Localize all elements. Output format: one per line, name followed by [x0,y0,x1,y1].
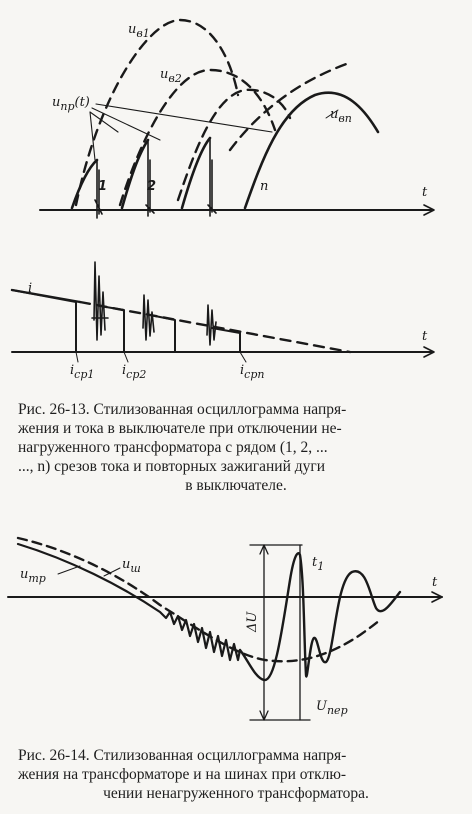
u-tr-leader [58,566,80,574]
caption-26-13-line: в выключателе. [185,477,287,494]
current-chop-steps [12,290,240,352]
voltage-segment-2 [122,140,148,208]
caption-26-14-line: чении ненагруженного трансформатора. [103,785,369,802]
u-sh-dashed-curve [18,538,380,661]
cut-number-2: 2 [147,179,157,194]
fig2-t-label: t [432,575,438,590]
current-burst-1 [92,262,108,340]
caption-26-13-line: Рис. 26-13. Стилизованная осциллограмма напря- [18,401,347,418]
current-burst-3 [207,305,216,345]
caption-26-13 [18,400,454,495]
u-v2-label: $u_{в2}$ [160,67,182,85]
breakdown-spike-3 [208,138,216,216]
cut-number-1: 1 [98,179,108,194]
u-vn-dashed-curve [230,62,352,150]
u-per-label: $U_{пер}$ [316,699,348,717]
figure-26-14 [0,520,472,740]
voltage-t-label: t [422,185,428,200]
u-vn-label: $u_{вn}$ [330,107,352,125]
caption-26-14 [18,746,454,803]
u-tr-label: $u_{тр}$ [20,567,46,585]
i-cr-leaders [76,352,246,362]
caption-26-13-line: ..., n) срезов тока и повторных зажиганий дуги [18,458,326,475]
u-sh-label: $u_ш$ [122,557,141,575]
t1-label: $t_1$ [312,555,325,573]
cut-number-n: n [260,179,269,194]
current-i-label: i [28,281,33,296]
u-pr-label: $u_{пр}(t)$ [52,95,90,113]
caption-26-14-line: Рис. 26-14. Стилизованная осциллограмма напря- [18,747,347,764]
i-cr1-label: $i_{ср1}$ [70,363,95,381]
current-burst-2 [143,295,154,340]
breakdown-spike-2 [146,140,157,216]
figure-26-13 [0,0,472,385]
caption-26-13-line: нагруженного трансформатора с рядом (1, 2, ... [18,439,328,456]
i-cr2-label: $i_{ср2}$ [122,363,147,381]
caption-26-14-line: жения на трансформаторе и на шинах при отклю- [18,766,347,783]
i-crn-label: $i_{срn}$ [240,363,265,381]
u-v1-label: $u_{в1}$ [128,22,150,40]
current-t-label: t [422,329,428,344]
delta-u-label: ΔU [245,611,260,632]
caption-26-13-line: жения и тока в выключателе при отключении не- [18,420,342,437]
